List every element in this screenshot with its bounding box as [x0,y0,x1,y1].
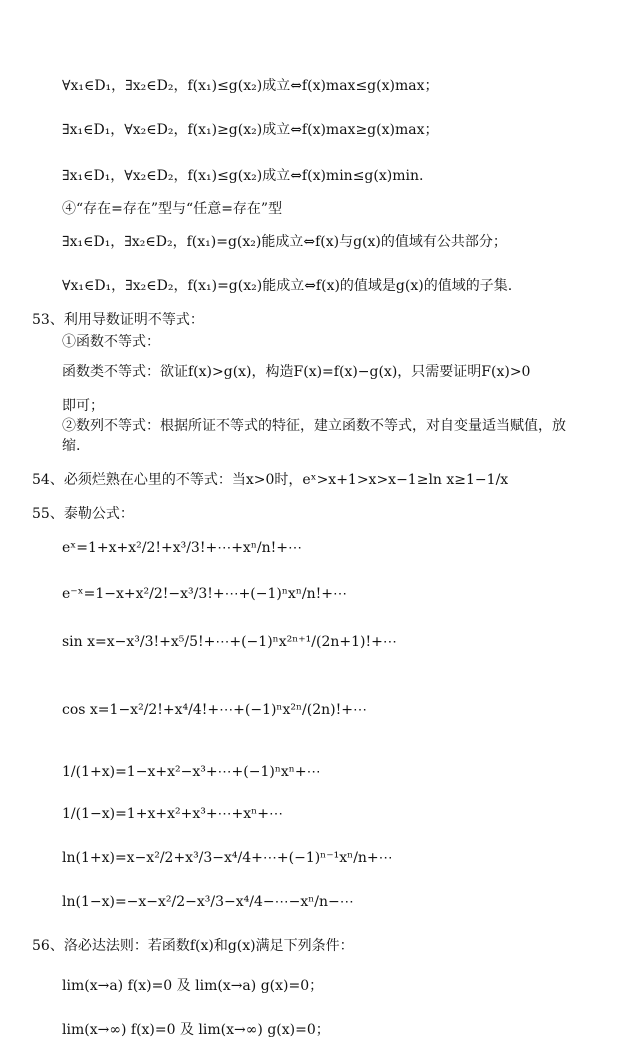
section-53-item-1: ①函数不等式： [62,334,160,350]
section-56-title: 56、洛必达法则：若函数f(x)和g(x)满足下列条件： [32,938,354,954]
taylor-exp-neg: e⁻ˣ=1−x+x²/2!−x³/3!+⋯+(−1)ⁿxⁿ/n!+⋯ [62,586,347,602]
taylor-sin: sin x=x−x³/3!+x⁵/5!+⋯+(−1)ⁿx²ⁿ⁺¹/(2n+1)!+⋯ [62,634,397,650]
section-55-title: 55、泰勒公式： [32,506,134,522]
section-53-continuation: 即可； [62,398,104,414]
condition-line-5: ∃x₁∈D₁，∃x₂∈D₂，f(x₁)=g(x₂)能成立⇔f(x)与g(x)的值域有公共部分； [62,234,507,250]
condition-line-1: ∀x₁∈D₁，∃x₂∈D₂，f(x₁)≤g(x₂)成立⇔f(x)max≤g(x)max； [62,78,439,94]
section-54-title: 54、必须烂熟在心里的不等式：当x>0时，eˣ>x+1>x>x−1≥ln x≥1−1/x [32,472,509,488]
condition-line-2: ∃x₁∈D₁，∀x₂∈D₂，f(x₁)≥g(x₂)成立⇔f(x)max≥g(x)max； [62,122,439,138]
section-53-function-inequality: 函数类不等式：欲证f(x)>g(x)，构造F(x)=f(x)−g(x)，只需要证明F(x)>0 [62,364,531,380]
lhopital-condition-a: lim(x→a) f(x)=0 及 lim(x→a) g(x)=0； [62,978,324,994]
taylor-cos: cos x=1−x²/2!+x⁴/4!+⋯+(−1)ⁿx²ⁿ/(2n)!+⋯ [62,702,367,718]
lhopital-condition-infinity: lim(x→∞) f(x)=0 及 lim(x→∞) g(x)=0； [62,1022,330,1038]
taylor-ln-minus: ln(1−x)=−x−x²/2−x³/3−x⁴/4−⋯−xⁿ/n−⋯ [62,894,354,910]
taylor-geometric-minus: 1/(1−x)=1+x+x²+x³+⋯+xⁿ+⋯ [62,806,283,822]
section-53-title: 53、利用导数证明不等式： [32,312,204,328]
taylor-ln-plus: ln(1+x)=x−x²/2+x³/3−x⁴/4+⋯+(−1)ⁿ⁻¹xⁿ/n+⋯ [62,850,393,866]
condition-line-6: ∀x₁∈D₁，∃x₂∈D₂，f(x₁)=g(x₂)能成立⇔f(x)的值域是g(x)的值域的子集. [62,278,513,294]
section-53-item-2: ②数列不等式：根据所证不等式的特征，建立函数不等式，对自变量适当赋值，放缩. [62,418,566,454]
condition-line-3: ∃x₁∈D₁，∀x₂∈D₂，f(x₁)≤g(x₂)成立⇔f(x)min≤g(x)min. [62,168,424,184]
taylor-exp: eˣ=1+x+x²/2!+x³/3!+⋯+xⁿ/n!+⋯ [62,540,302,556]
subheading-4: ④“存在=存在”型与“任意=存在”型 [62,201,283,217]
taylor-geometric-plus: 1/(1+x)=1−x+x²−x³+⋯+(−1)ⁿxⁿ+⋯ [62,764,321,780]
